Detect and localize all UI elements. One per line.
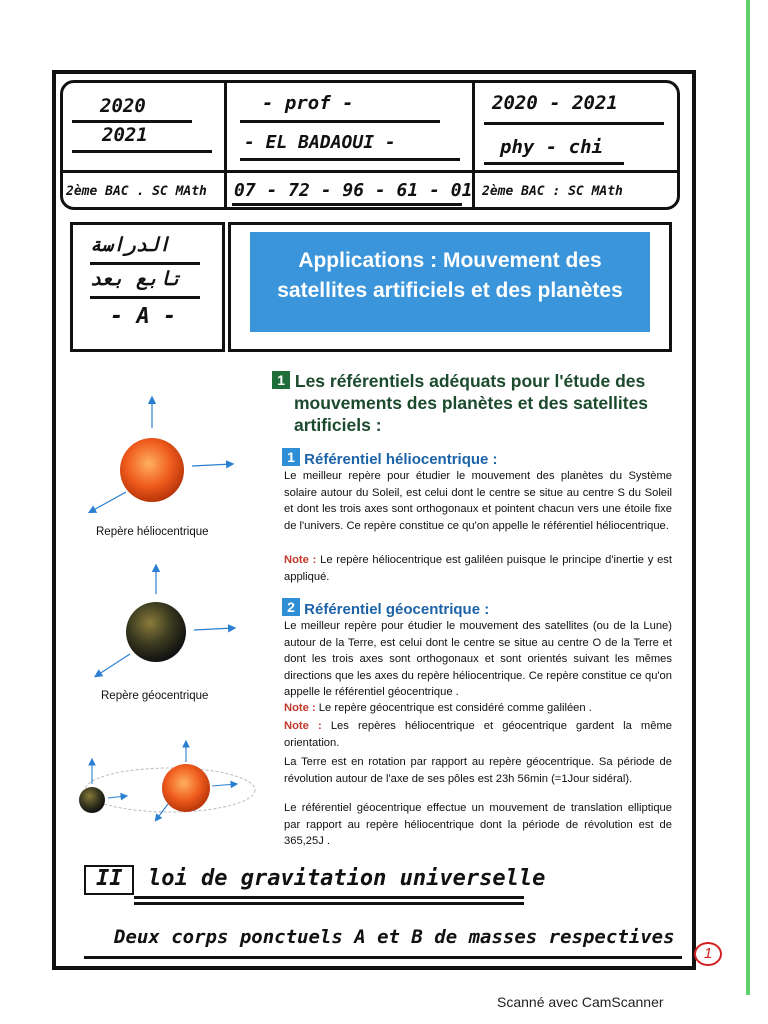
underline (484, 162, 624, 165)
prof-name: - EL BADAOUI - (244, 132, 396, 153)
caption-geocentric: Repère géocentrique (101, 690, 209, 702)
underline (240, 158, 460, 161)
year-left-1: 2020 (100, 95, 146, 117)
class-left: 2ème BAC . SC MAth (66, 184, 207, 199)
underline (90, 296, 200, 299)
note-text: Le repère héliocentrique est galiléen puisque le principe d'inertie y est appliqué. (284, 554, 672, 583)
header-divider (472, 80, 475, 210)
header-divider (224, 80, 227, 210)
underline (484, 122, 664, 125)
note-label: Note : (284, 554, 317, 566)
note-text: Les repères héliocentrique et géocentrique gardent la même orientation. (284, 720, 672, 749)
banner-line-2: satellites artificiels et des planètes (277, 279, 623, 302)
frames-illustration (60, 380, 270, 860)
sub2-number: 2 (282, 598, 300, 616)
sun-illustration (90, 398, 232, 512)
section1-title (272, 370, 692, 436)
sub1-paragraph: Le meilleur repère pour étudier le mouvement des planètes du Système solaire autour du Soleil, est celui dont le centre se situe au centre S du Soleil et dont les trois axes sont orthogonaux et pointent chacun vers une étoile fixe de l'univers. Ce repère constitue ce qu'on appelle le référentiel héliocentrique. (284, 470, 672, 532)
section2-text: Deux corps ponctuels A et B de masses respectives (114, 926, 675, 948)
sub2-title-text: Référentiel géocentrique : (304, 601, 490, 618)
class-right: 2ème BAC : SC MAth (482, 184, 623, 199)
year-right: 2020 - 2021 (492, 92, 618, 114)
sub2-title (282, 598, 489, 618)
note-text: Le repère géocentrique est considéré comme galiléen . (315, 702, 592, 714)
underline (232, 203, 462, 206)
subject: phy - chi (500, 136, 603, 158)
sub1-number: 1 (282, 448, 300, 466)
underline (72, 150, 212, 153)
note-label: Note : (284, 702, 316, 714)
year-left-2: 2021 (102, 124, 148, 146)
arabic-line-2: تابع بعد (90, 268, 182, 290)
underline (134, 896, 524, 899)
sub2-paragraph: Le meilleur repère pour étudier le mouvement des satellites (ou de la Lune) autour de la Terre, est celui dont le centre se situe au centre O de la Terre et dont les trois axes sont orthogonaux et sont orientés suivant les mêmes directions que les axes du repère héliocentrique. Ce repère constitue ce qu'on appelle le référentiel géocentrique . (284, 620, 672, 698)
arabic-line-1: الدراسة (90, 234, 171, 256)
underline (240, 120, 440, 123)
section2-title: loi de gravitation universelle (148, 866, 546, 891)
section2-number: II (96, 866, 123, 891)
sub1-title-text: Référentiel héliocentrique : (304, 451, 498, 468)
underline (134, 902, 524, 905)
prof-label: - prof - (262, 92, 354, 114)
orbit-illustration (79, 742, 255, 820)
section1-title-line2: mouvements des planètes et des satellites (294, 393, 649, 413)
underline (90, 262, 200, 265)
sub2-paragraph-2: La Terre est en rotation par rapport au repère géocentrique. Sa période de révolution autour de l'axe de ses pôles est 23h 56min (=1Jour sidéral). (284, 756, 672, 785)
sub2-note2 (284, 718, 672, 751)
sub1-note (284, 552, 672, 585)
sub2-note1 (284, 700, 672, 717)
note-label: Note : (284, 720, 322, 732)
header-divider (60, 170, 680, 173)
caption-heliocentric: Repère héliocentrique (96, 526, 209, 538)
scanner-footer: Scanné avec CamScanner (497, 994, 664, 1010)
title-banner (250, 232, 650, 332)
earth-illustration (96, 566, 234, 676)
sub1-title (282, 448, 498, 468)
banner-line-1: Applications : Mouvement des (298, 249, 602, 272)
section1-number: 1 (272, 371, 290, 389)
underline (72, 120, 192, 123)
sub2-paragraph-3: Le référentiel géocentrique effectue un mouvement de translation elliptique par rapport au repère héliocentrique dont la période de révolution est de 365,25J . (284, 802, 672, 847)
lesson-letter: - A - (110, 304, 177, 329)
phone-number: 07 - 72 - 96 - 61 - 01 (234, 180, 473, 201)
page-number: 1 (694, 942, 722, 966)
scan-edge (746, 0, 750, 995)
section1-title-line1: Les référentiels adéquats pour l'étude des (294, 371, 646, 391)
section1-title-line3: artificiels : (294, 415, 382, 435)
underline (84, 956, 682, 959)
